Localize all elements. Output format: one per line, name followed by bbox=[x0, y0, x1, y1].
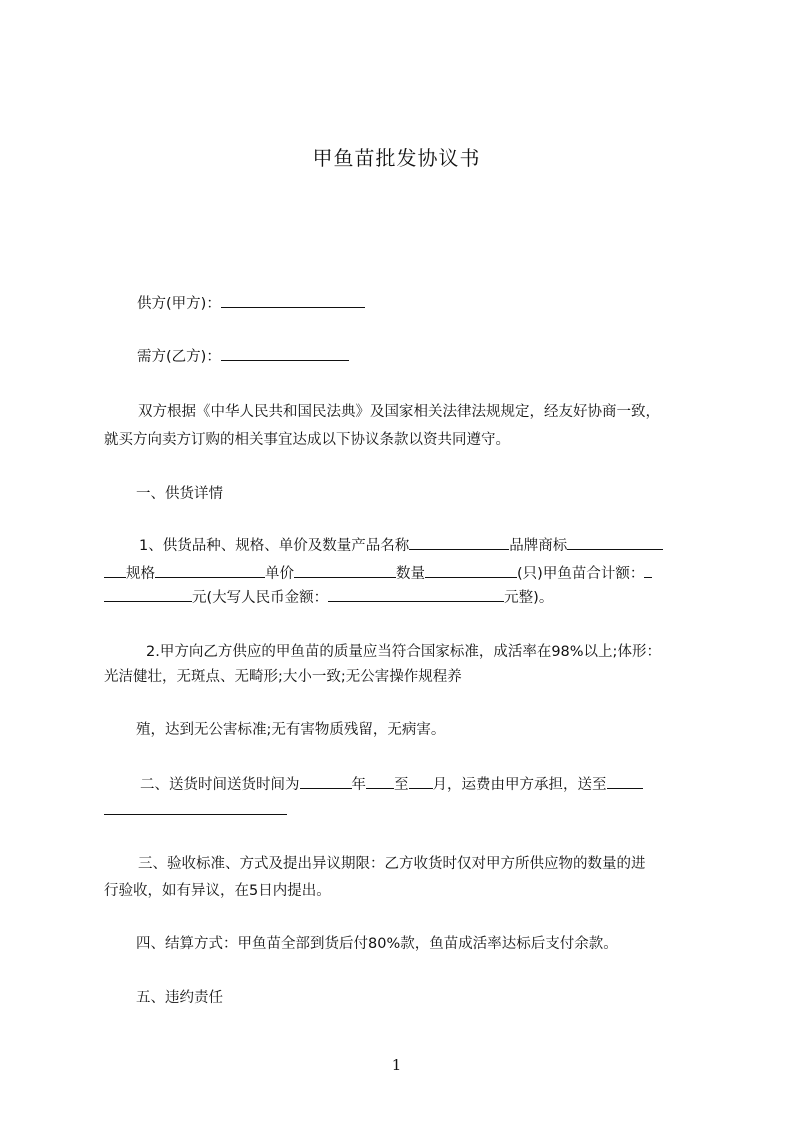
intro-paragraph-line-1: 双方根据《中华人民共和国民法典》及国家相关法律法规规定，经友好协商一致， bbox=[138, 404, 660, 420]
section-4: 四、结算方式：甲鱼苗全部到货后付80%款，鱼苗成活率达标后支付余款。 bbox=[136, 936, 618, 952]
spec-label: 规格 bbox=[126, 566, 155, 582]
total-blank bbox=[104, 587, 192, 602]
to-label: 至 bbox=[394, 777, 409, 793]
qty-label: 数量 bbox=[396, 566, 425, 582]
product-name-blank bbox=[409, 535, 509, 550]
price-label: 单价 bbox=[265, 566, 294, 582]
supplier-label: 供方(甲方)： bbox=[137, 296, 221, 312]
brand-blank-cont bbox=[104, 563, 126, 578]
item-1-line-3 bbox=[104, 586, 704, 607]
year-blank bbox=[300, 774, 352, 789]
yuan-label: 元(大写人民币金额： bbox=[192, 590, 329, 606]
price-blank bbox=[294, 563, 396, 578]
intro-paragraph-line-2: 就买方向卖方订购的相关事宜达成以下协议条款以资共同遵守。 bbox=[104, 432, 510, 448]
section-5-title: 五、违约责任 bbox=[136, 990, 223, 1006]
buyer-blank bbox=[221, 346, 349, 361]
total-blank-start bbox=[644, 563, 652, 578]
section-2-line-1 bbox=[140, 773, 740, 794]
destination-blank-cont bbox=[104, 800, 287, 815]
buyer-label: 需方(乙方)： bbox=[137, 349, 221, 365]
from-month-blank bbox=[366, 774, 394, 789]
buyer-line bbox=[137, 345, 737, 366]
to-month-blank bbox=[409, 774, 433, 789]
page-title: 甲鱼苗批发协议书 bbox=[312, 146, 481, 170]
item-2-line-3: 殖，达到无公害标准;无有害物质残留，无病害。 bbox=[136, 722, 446, 738]
section-3-line-1: 三、验收标准、方式及提出异议期限：乙方收货时仅对甲方所供应物的数量的进 bbox=[138, 856, 646, 872]
destination-blank bbox=[607, 774, 643, 789]
item-2-line-2: 光洁健壮，无斑点、无畸形;大小一致;无公害操作规程养 bbox=[104, 669, 462, 685]
section-3-line-2: 行验收，如有异议，在5日内提出。 bbox=[104, 883, 331, 899]
item-1-line-2 bbox=[104, 562, 704, 583]
supplier-line bbox=[137, 292, 737, 313]
section-1-title: 一、供货详情 bbox=[136, 486, 223, 502]
spec-blank bbox=[155, 563, 265, 578]
brand-blank bbox=[567, 535, 663, 550]
supplier-blank bbox=[221, 293, 365, 308]
section-2-line-2 bbox=[104, 800, 704, 819]
amount-words-blank bbox=[328, 587, 504, 602]
year-label: 年 bbox=[351, 777, 366, 793]
yuan-end-label: 元整)。 bbox=[504, 590, 554, 606]
qty-blank bbox=[425, 563, 517, 578]
brand-label: 品牌商标 bbox=[509, 538, 568, 554]
page-number: 1 bbox=[391, 1056, 402, 1074]
item-1-line-1 bbox=[139, 534, 739, 555]
section-2-prefix: 二、送货时间送货时间为 bbox=[140, 777, 300, 793]
item-1-prefix: 1、供货品种、规格、单价及数量产品名称 bbox=[139, 538, 410, 554]
item-2-line-1: 2.甲方向乙方供应的甲鱼苗的质量应当符合国家标准，成活率在98%以上;体形： bbox=[146, 644, 661, 660]
month-label: 月，运费由甲方承担，送至 bbox=[432, 777, 607, 793]
total-label: (只)甲鱼苗合计额： bbox=[517, 566, 645, 582]
